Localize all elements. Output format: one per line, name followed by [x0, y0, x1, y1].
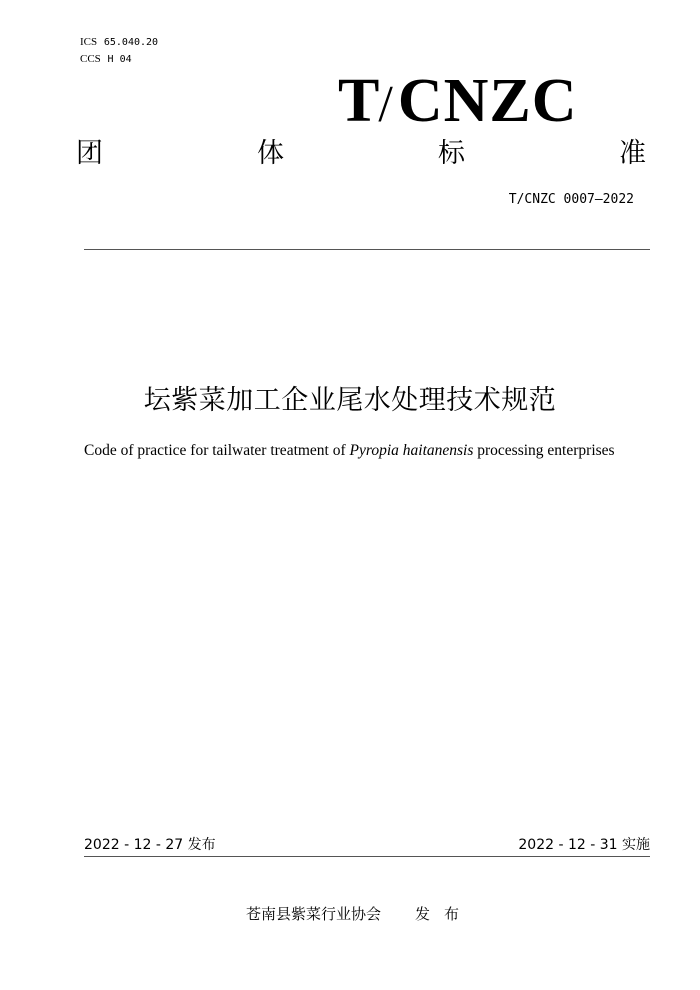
- implementation-date: 2022 - 12 - 31 实施: [518, 837, 650, 853]
- title-english-part: Code of practice for tailwater treatment of: [84, 442, 350, 459]
- ccs-value: H 04: [107, 54, 132, 65]
- ics-code-row: [80, 34, 158, 51]
- top-divider: [84, 249, 650, 250]
- logo-t: T: [338, 67, 381, 135]
- standard-type-char: 标: [438, 138, 465, 169]
- standard-number: T/CNZC 0007—2022: [508, 192, 634, 207]
- logo-slash: /: [378, 76, 394, 133]
- logo-org: CNZC: [397, 67, 578, 135]
- standard-type-char: 团: [76, 138, 103, 169]
- standard-logo: [338, 67, 618, 135]
- standard-type-char: 准: [619, 138, 646, 169]
- issuer-line: [246, 903, 473, 925]
- standard-type-char: 体: [257, 138, 284, 169]
- issuer-name: 苍南县紫菜行业协会: [246, 905, 382, 923]
- publish-date: 2022 - 12 - 27 发布: [84, 837, 216, 853]
- ics-value: 65.040.20: [103, 37, 159, 48]
- title-english-part: processing enterprises: [473, 442, 615, 459]
- ics-label: ICS: [80, 36, 98, 48]
- standard-type-heading: [76, 136, 646, 172]
- ccs-code-row: [80, 51, 158, 68]
- bottom-divider: [84, 856, 650, 857]
- classification-codes: [80, 34, 158, 68]
- issuer-action: 发布: [415, 905, 474, 923]
- title-english-species: Pyropia haitanensis: [349, 442, 474, 459]
- title-english: [84, 441, 664, 461]
- ccs-label: CCS: [80, 53, 101, 65]
- title-chinese: 坛紫菜加工企业尾水处理技术规范: [143, 385, 557, 416]
